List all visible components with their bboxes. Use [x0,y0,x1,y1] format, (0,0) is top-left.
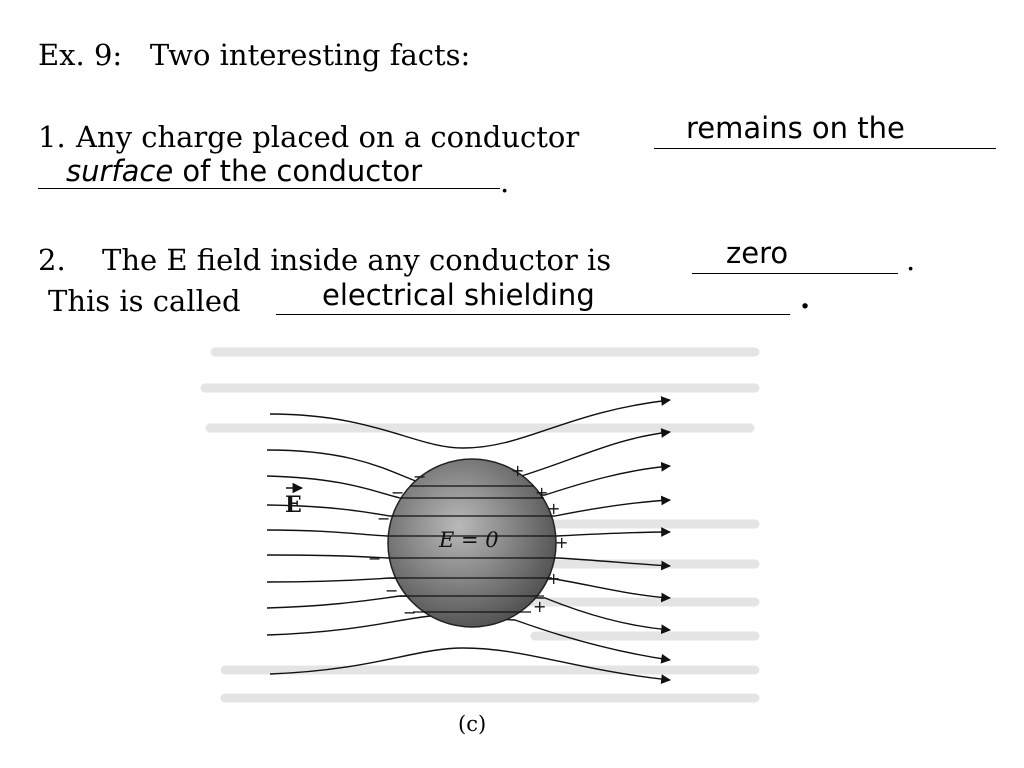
fact2-line2-answer: electrical shielding [322,278,595,312]
fact1-number: 1. [38,120,66,154]
field-vector-label: E [285,492,302,518]
fact2-answer: zero [726,236,789,270]
fact2-blank-1 [692,273,898,274]
fact2-line2-text: This is called [48,284,241,318]
fact2-number: 2. [38,243,66,277]
plus-sign: + [555,533,569,552]
exercise-heading: Ex. 9: Two interesting facts: [38,38,471,72]
fact1-answer-line1: remains on the [686,111,905,145]
plus-sign: + [511,461,525,480]
plus-sign: + [547,569,561,588]
plus-sign: + [533,597,547,616]
plus-sign: + [547,499,561,518]
fact1-period: . [500,165,510,199]
minus-sign: − [377,509,391,528]
minus-sign: − [413,467,427,486]
minus-sign: − [368,549,382,568]
fact2-period: . [906,243,916,277]
minus-sign: − [391,483,405,502]
inside-field-label: E = 0 [439,528,499,552]
conductor-field-diagram [195,330,765,705]
surface-emphasis: surface [66,154,174,188]
fact2-blank-2 [276,314,790,315]
minus-sign: − [385,581,399,600]
fact1-blank-1 [654,148,996,149]
fact1-answer-rest: of the conductor [173,154,423,188]
minus-sign: − [403,603,417,622]
plus-sign: + [535,483,549,502]
fact2-text: The E field inside any conductor is [102,243,612,277]
fact1-text: Any charge placed on a conductor [76,120,580,154]
figure-caption: (c) [458,712,487,736]
fact1-answer-line2 [66,154,423,188]
field-line [270,648,670,680]
fact1-blank-2 [38,188,500,189]
fact2-line2-period: . [800,281,811,315]
